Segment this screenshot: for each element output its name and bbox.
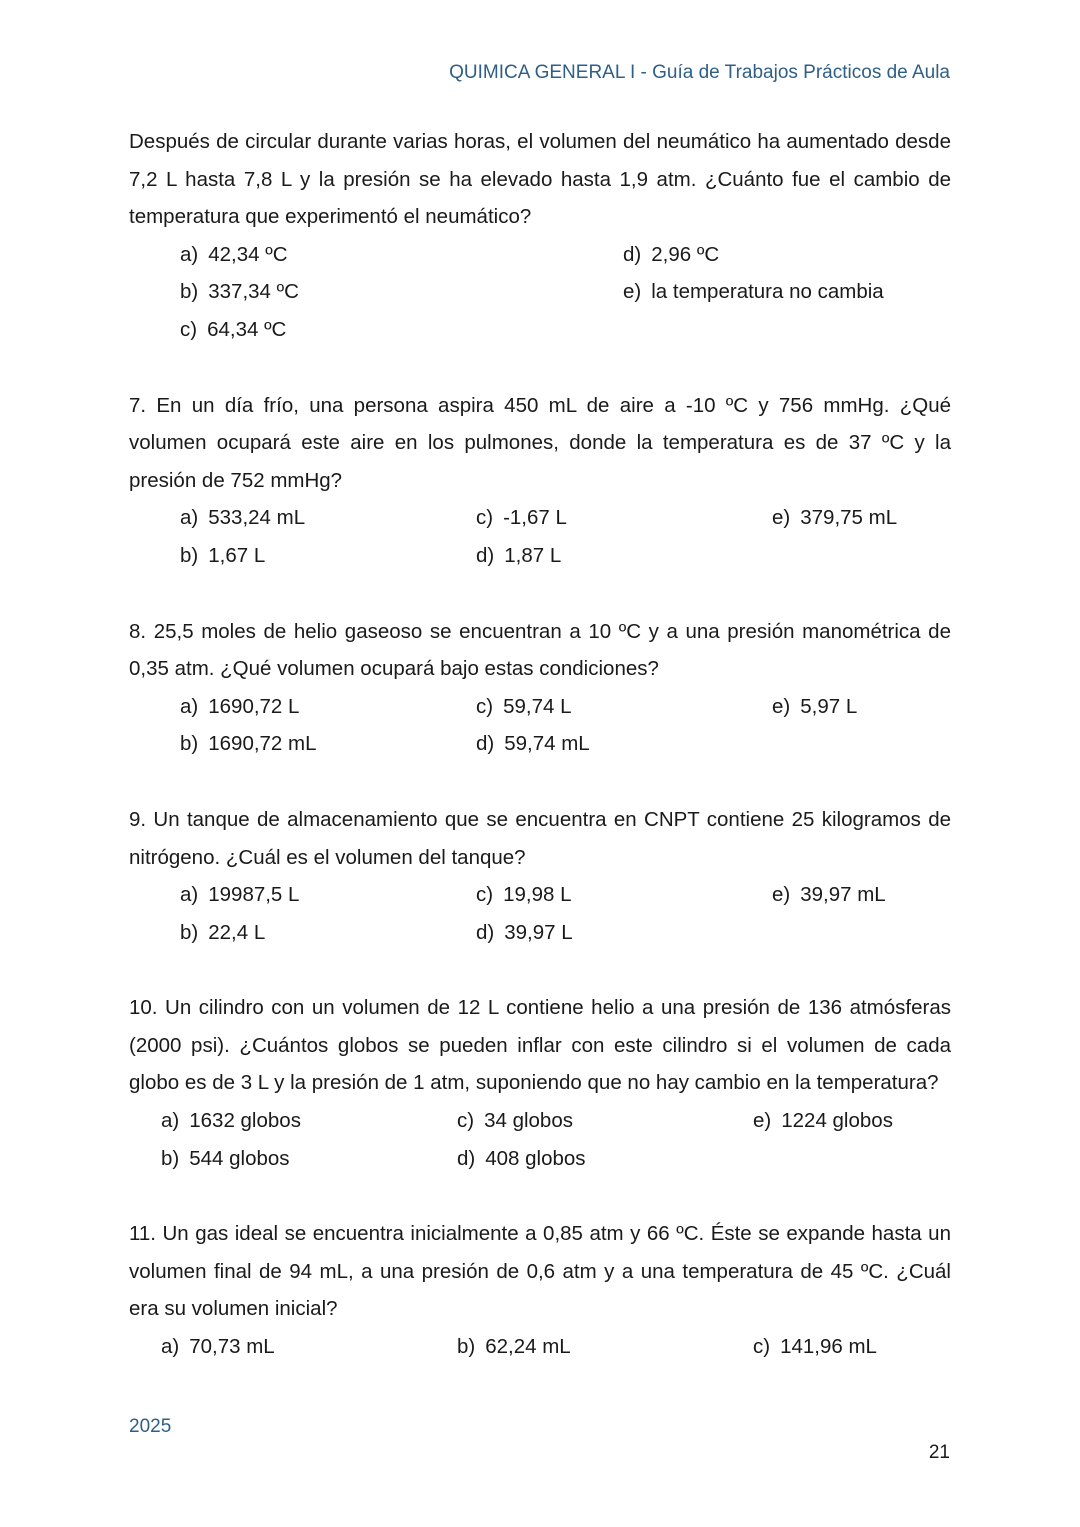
question-text: 11. Un gas ideal se encuentra inicialmente a 0,85 atm y 66 ºC. Éste se expande hasta un volumen final de 94 mL, a una presión de 0,6 atm y a una temperatura de 45 ºC. ¿Cuál era su volumen inicial? xyxy=(129,1222,951,1321)
question-6-continued xyxy=(129,123,951,349)
option-c: c) -1,67 L xyxy=(476,506,567,530)
option-d: d) 408 globos xyxy=(457,1146,586,1170)
option-c: c) 141,96 mL xyxy=(753,1335,877,1359)
option-e: e) 379,75 mL xyxy=(772,506,898,530)
question-9 xyxy=(129,801,951,951)
options-list xyxy=(129,499,951,574)
option-b: b) 1,67 L xyxy=(180,543,266,567)
option-c: c) 19,98 L xyxy=(476,883,572,907)
question-text: Después de circular durante varias horas, el volumen del neumático ha aumentado desde 7,2 L hasta 7,8 L y la presión se ha elevado hasta 1,9 atm. ¿Cuánto fue el cambio de temperatura que experimentó el neumático? xyxy=(129,130,951,229)
option-e: e) la temperatura no cambia xyxy=(623,280,884,304)
document-body xyxy=(129,123,951,1366)
question-text: 10. Un cilindro con un volumen de 12 L contiene helio a una presión de 136 atmósferas (2000 psi). ¿Cuántos globos se pueden inflar con este cilindro si el volumen de cada globo es de 3 L y la presión de 1 atm, suponiendo que no hay cambio en la temperatura? xyxy=(129,996,951,1095)
question-8 xyxy=(129,613,951,763)
question-7 xyxy=(129,387,951,575)
question-text: 7. En un día frío, una persona aspira 450 mL de aire a -10 ºC y 756 mmHg. ¿Qué volumen ocupará este aire en los pulmones, donde la temperatura es de 37 ºC y la presión de 752 mmHg? xyxy=(129,393,951,492)
option-a: a) 533,24 mL xyxy=(180,506,306,530)
option-e: e) 1224 globos xyxy=(753,1109,893,1133)
option-c: c) 59,74 L xyxy=(476,694,572,718)
option-b: b) 62,24 mL xyxy=(457,1335,571,1359)
option-a: a) 70,73 mL xyxy=(161,1335,275,1359)
option-b: b) 337,34 ºC xyxy=(180,280,299,304)
options-list xyxy=(129,688,951,763)
page-header-title: QUIMICA GENERAL I - Guía de Trabajos Prácticos de Aula xyxy=(449,62,950,83)
footer-year: 2025 xyxy=(129,1416,172,1437)
option-d: d) 39,97 L xyxy=(476,920,573,944)
options-list xyxy=(129,1102,951,1177)
question-11 xyxy=(129,1215,951,1365)
options-list xyxy=(129,236,951,349)
page-number: 21 xyxy=(928,1442,950,1463)
option-d: d) 1,87 L xyxy=(476,543,562,567)
option-c: c) 34 globos xyxy=(457,1109,573,1133)
option-a: a) 1632 globos xyxy=(161,1109,301,1133)
option-d: d) 2,96 ºC xyxy=(623,242,720,266)
question-text: 8. 25,5 moles de helio gaseoso se encuentran a 10 ºC y a una presión manométrica de 0,35 atm. ¿Qué volumen ocupará bajo estas condiciones? xyxy=(129,619,951,681)
option-b: b) 22,4 L xyxy=(180,920,266,944)
option-b: b) 1690,72 mL xyxy=(180,732,317,756)
option-d: d) 59,74 mL xyxy=(476,732,590,756)
question-10 xyxy=(129,989,951,1177)
option-a: a) 19987,5 L xyxy=(180,883,300,907)
question-text: 9. Un tanque de almacenamiento que se encuentra en CNPT contiene 25 kilogramos de nitrógeno. ¿Cuál es el volumen del tanque? xyxy=(129,807,951,869)
options-list xyxy=(129,1328,951,1366)
option-e: e) 5,97 L xyxy=(772,694,858,718)
option-e: e) 39,97 mL xyxy=(772,883,886,907)
option-a: a) 1690,72 L xyxy=(180,694,300,718)
option-c: c) 64,34 ºC xyxy=(180,317,287,341)
option-b: b) 544 globos xyxy=(161,1146,290,1170)
option-a: a) 42,34 ºC xyxy=(180,242,288,266)
options-list xyxy=(129,876,951,951)
